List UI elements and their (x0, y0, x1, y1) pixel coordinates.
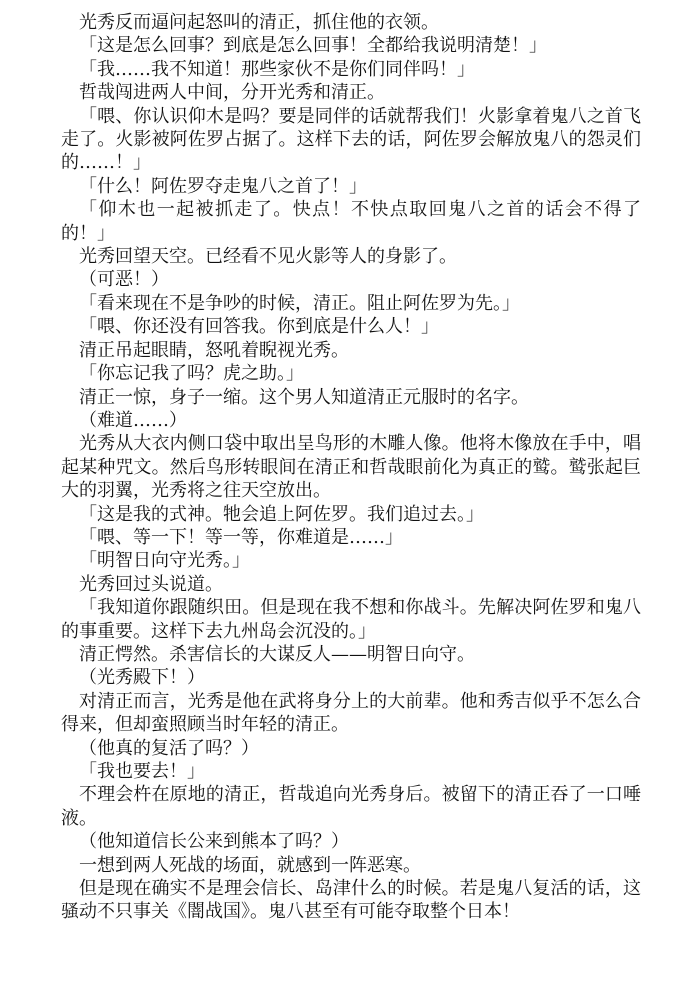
paragraph: 清正愕然。杀害信长的大谋反人——明智日向守。 (79, 643, 475, 665)
paragraph: 「明智日向守光秀。」 (79, 550, 250, 572)
paragraph: （他真的复活了吗？） (79, 737, 259, 759)
paragraph: 「仰木也一起被抓走了。快点！不快点取回鬼八之首的话会不得了的！」 (61, 199, 641, 244)
paragraph: 清正吊起眼睛，怒吼着睨视光秀。 (79, 339, 349, 361)
paragraph: 「喂、你认识仰木是吗？要是同伴的话就帮我们！火影拿着鬼八之首飞走了。火影被阿佐罗占据了。这样下去的话，阿佐罗会解放鬼八的怨灵们的……！」 (61, 105, 641, 174)
paragraph: 「什么！阿佐罗夺走鬼八之首了！」 (79, 175, 367, 197)
paragraph: 「我……我不知道！那些家伙不是你们同伴吗！」 (79, 58, 475, 80)
paragraph: （可恶！） (79, 269, 169, 291)
paragraph: （光秀殿下！） (79, 667, 205, 689)
paragraph: 「我也要去！」 (79, 761, 205, 782)
paragraph: 光秀回过头说道。 (79, 573, 223, 595)
paragraph: 「这是我的式神。牠会追上阿佐罗。我们追过去。」 (79, 503, 484, 525)
paragraph: 哲哉闯进两人中间，分开光秀和清正。 (79, 82, 385, 104)
paragraph: （难道……） (79, 409, 187, 431)
paragraph: 不理会杵在原地的清正，哲哉追向光秀身后。被留下的清正吞了一口唾液。 (61, 784, 641, 829)
paragraph: 「喂、你还没有回答我。你到底是什么人！」 (79, 316, 439, 338)
paragraph: 光秀回望天空。已经看不见火影等人的身影了。 (79, 246, 457, 268)
paragraph: 对清正而言，光秀是他在武将身分上的大前辈。他和秀吉似乎不怎么合得来，但却蛮照顾当时年轻的清正。 (61, 690, 641, 736)
paragraph: 光秀反而逼问起怒叫的清正，抓住他的衣领。 (79, 12, 439, 33)
paragraph: 清正一惊，身子一缩。这个男人知道清正元服时的名字。 (79, 386, 529, 408)
paragraph: 「喂、等一下！等一等，你难道是……」 (79, 526, 403, 548)
document-page (61, 11, 641, 924)
paragraph: 光秀从大衣内侧口袋中取出呈鸟形的木雕人像。他将木像放在手中，唱起某种咒文。然后鸟形转眼间在清正和哲哉眼前化为真正的鹫。鹫张起巨大的羽翼，光秀将之往天空放出。 (61, 433, 641, 502)
paragraph: 「我知道你跟随织田。但是现在我不想和你战斗。先解决阿佐罗和鬼八的事重要。这样下去九州岛会沉没的。」 (61, 597, 641, 642)
paragraph: 「你忘记我了吗？虎之助。」 (79, 363, 304, 385)
paragraph: 一想到两人死战的场面，就感到一阵恶寒。 (79, 854, 421, 876)
paragraph: 「看来现在不是争吵的时候，清正。阻止阿佐罗为先。」 (79, 292, 520, 314)
paragraph: 「这是怎么回事？到底是怎么回事！全都给我说明清楚！」 (79, 35, 547, 57)
paragraph: 但是现在确实不是理会信长、岛津什么的时候。若是鬼八复活的话，这骚动不只事关《闇战国》。鬼八甚至有可能夺取整个日本！ (61, 878, 641, 923)
paragraph: （他知道信长公来到熊本了吗？） (79, 831, 349, 853)
